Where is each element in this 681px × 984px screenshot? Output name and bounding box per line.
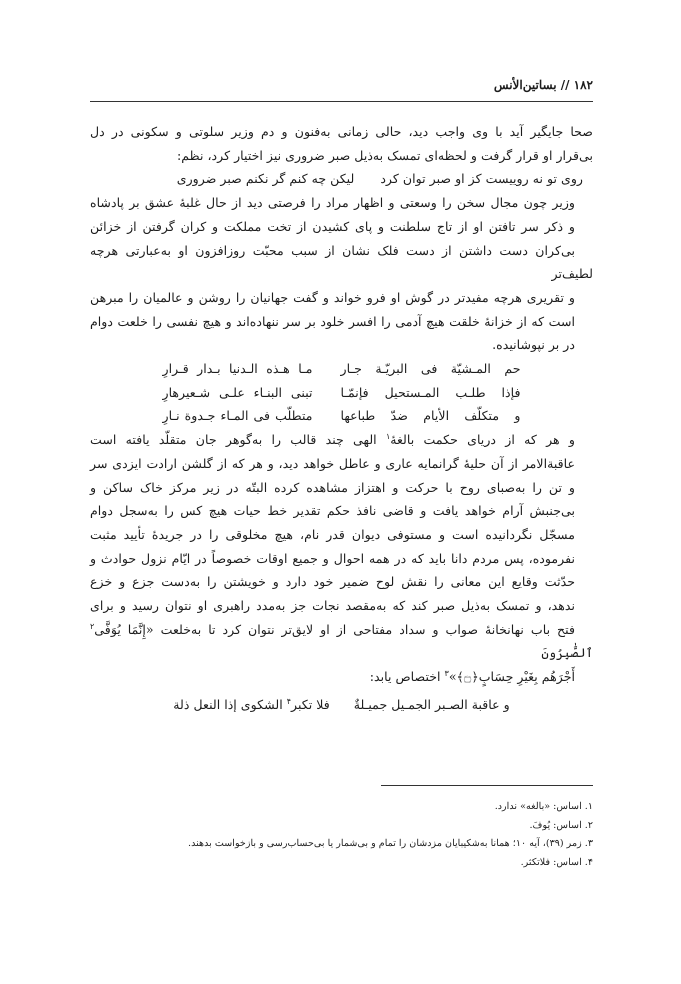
text-fragment: ٱلصَّٰبِرُونَ — [541, 645, 593, 661]
body-text — [90, 120, 593, 719]
footnote-marker[interactable]: ۴ — [286, 696, 292, 706]
text-line: و تقریری هرچه مفیدتر در گوش او فرو خواند و گفت جهانیان را روشن و عالمیان را مبرهن — [90, 289, 575, 305]
text-line: بی‌قرار او قرار گرفت و لحظه‌ای تمسک به‌ذیل صبر ضروری نیز اختیار کرد، نظم: — [177, 147, 593, 163]
text-line: نفرموده، پس مردم دانا باید که در همه احوال و جمیع اوقات خصوصاً در ایّام نزول حوادث و — [90, 550, 575, 566]
verse-hemistich: لیکن چه کنم گر نکنم صبر ضروری — [176, 171, 355, 187]
footnote-1: ۱. اساس: «بالغه» ندارد. — [494, 801, 593, 812]
text-line: وزیر چون مجال سخن را وسعتی و اظهار مراد را فرصتی دید از حال غلبهٔ عشق بر پادشاه — [90, 195, 575, 211]
paragraph-3 — [90, 428, 593, 689]
text-line: بی‌جنبش آرام خواهد یافت و قاضی نافذ حکم تقدیر خط حیات هیچ کس را به‌سجل دوام — [90, 503, 576, 519]
text-line: بی‌کران دست داشتن از دست فلک نشان از سبب محبّت روزافزون او به‌عبارتی هرچه لطیف‌تر — [90, 242, 593, 282]
footnote-4: ۴. اساس: فلاتکثر. — [520, 856, 593, 868]
verse-hemistich: تبنی البنـاء علـی شـعیرهارِ — [162, 384, 313, 400]
quran-quote: أَجْرَهُم بِغَيْرِ حِسَابٍ﴿۝﴾» — [448, 669, 575, 685]
text-line: حدّثت وقایع این معانی را نقش لوح ضمیر خود دارد و خویشتن را به‌دست جزع و خزع — [90, 574, 575, 590]
footnote-marker[interactable]: ۱ — [385, 431, 391, 441]
text-line: ندهد، و تمسک به‌ذیل صبر کند که به‌مقصد نجات جز به‌مدد راهبری او نتوان رسید و برای — [90, 598, 575, 614]
text-fragment: الهی چند قالب را به‌گوهر جان متقلّد یافته است — [90, 432, 386, 448]
verse-hemistich: و عاقبة الصـبر الجمـیل جمیـلةٌ — [353, 696, 510, 712]
paragraph-2 — [90, 191, 593, 357]
text-line — [90, 665, 593, 689]
header-rule — [90, 101, 593, 102]
footnote-rule — [381, 785, 593, 786]
verse-hemistich: فإذا طلـب المـستحیل فإنمّـا — [340, 384, 521, 400]
text-line: مسجّل نگردانیده است و مستوفی دیوان قدر نام، هیچ مخلوقی را در جریدهٔ تأیید مثبت — [90, 526, 575, 542]
footnotes — [90, 798, 593, 872]
footnote-marker[interactable]: ۲ — [90, 621, 95, 631]
verse-hemistich: مـا هـذه الـدنیا بـدار قـرارِ — [162, 361, 313, 377]
text-fragment: و هر که از دریای حکمت بالغهٔ — [390, 432, 575, 448]
text-line: صحا جایگیر آید با وی واجب دید، حالی زمانی به‌فنون و دم وزیر سلوتی و سکونی در دل — [90, 124, 593, 139]
footnote-3: ۳. زمر (۳۹)، آیه ۱۰؛ همانا به‌شکیبایان مزدشان را تمام و بی‌شمار یا بی‌حساب‌رسی و بازخواست بدهند. — [188, 838, 593, 850]
verse-hemistich: روی تو نه روییست کز او صبر توان کرد — [380, 171, 583, 187]
verse-row — [90, 404, 593, 428]
text-fragment: فلا تکبر — [291, 696, 330, 712]
text-line: عاقبةالامر از آن حلیهٔ گرانمایه عاری و عاطل خواهد دید، و هر که از گلشن ارادت ایزدی سر — [90, 455, 575, 471]
text-line — [90, 428, 593, 452]
text-line: و تن را به‌صبای روح با حرکت و اهتزاز مشاهده کرده البتّه در زیر مرکز خاک ساکن و — [90, 479, 575, 495]
verse-hemistich: و متکلّف الأیام ضدّ طباعها — [340, 408, 521, 424]
footnote-marker[interactable]: ۳ — [444, 668, 449, 678]
persian-verse — [90, 167, 593, 191]
text-line — [90, 618, 593, 665]
text-line: است که از خزانهٔ خلقت هیچ آدمی را افسر خلود بر سر ننهاده‌اند و هیچ نفسی را خلعت دوام — [90, 313, 575, 329]
text-fragment: فتح باب نهانخانهٔ صواب و سداد مفتاحی از او لایق‌تر نتوان کرد تا به‌خلعت «إِنَّمَا يُوَفَّى — [94, 621, 575, 637]
text-line: و ذکر سر تافتن او از تاج سلطنت و پای کشیدن از تخت مملکت و کران گرفتن از خزائن — [90, 218, 575, 234]
footnote-2: ۲. اساس: یُوفَ. — [529, 819, 593, 831]
verse-hemistich: حم المـشیّة فی البریّـة جـار — [340, 361, 521, 377]
text-fragment: الشکوی إذا النعل ذلة — [173, 696, 287, 712]
final-verse — [90, 691, 593, 719]
running-head: ۱۸۲ // بساتین‌الأنس — [493, 78, 593, 92]
text-line: در بر نپوشانیده. — [492, 337, 575, 353]
verse-row — [90, 381, 593, 405]
arabic-poem — [90, 357, 593, 428]
verse-hemistich: متطلّب فی المـاء جـدوة نـارِ — [162, 408, 313, 424]
text-fragment: اختصاص یابد: — [369, 669, 445, 685]
paragraph-1 — [90, 120, 593, 167]
verse-row — [90, 357, 593, 381]
verse-hemistich — [173, 697, 330, 712]
